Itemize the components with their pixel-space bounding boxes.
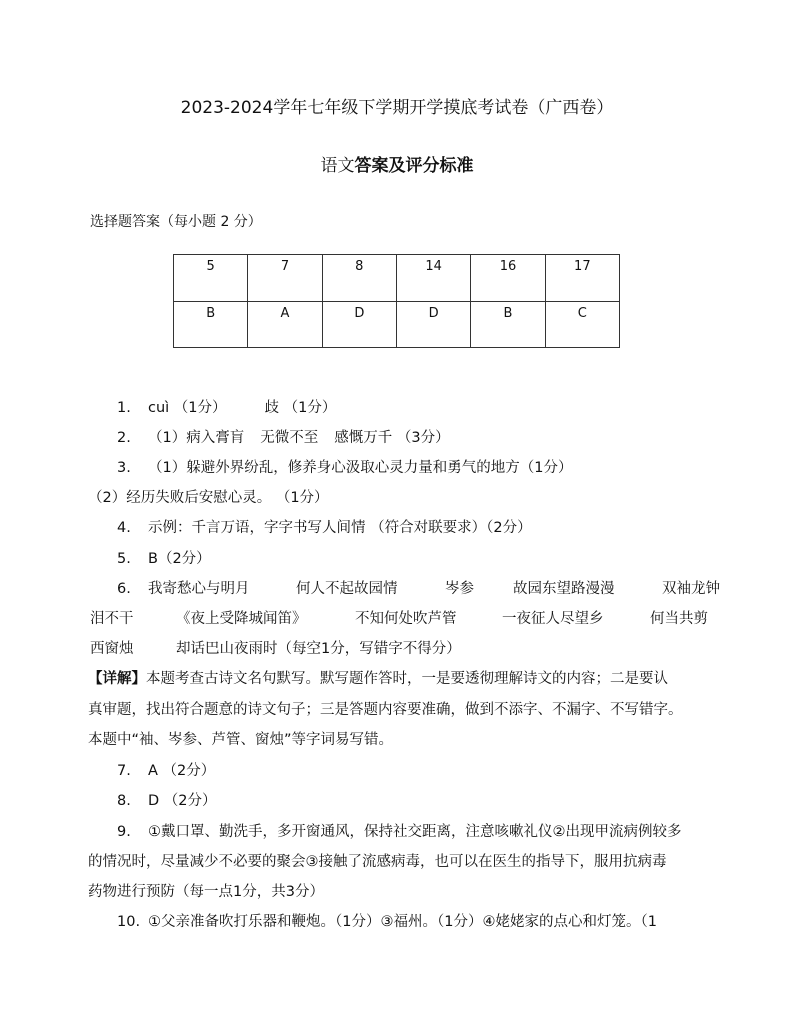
item-text: cuì （1分） <box>148 400 227 416</box>
item-text: （1）躲避外界纷乱，修养身心汲取心灵力量和勇气的地方（1分） <box>148 460 573 476</box>
poem-line: 不知何处吹芦管 <box>355 611 457 627</box>
item-text: ①戴口罩、勤洗手，多开窗通风，保持社交距离，注意咳嗽礼仪②出现甲流病例较多 <box>148 824 682 840</box>
poem-line: 泪不干 <box>90 611 134 627</box>
mc-answer-table <box>173 254 620 348</box>
answer-cell: A <box>248 301 322 348</box>
item-text: 示例：千言万语，字字书写人间情 （符合对联要求）（2分） <box>148 520 532 536</box>
item-text: 感慨万千 （3分） <box>334 430 450 446</box>
mc-section-label: 选择题答案（每小题 2 分） <box>90 214 262 230</box>
item-number: 7. <box>117 763 131 779</box>
answer-item-5 <box>117 547 211 568</box>
answer-item-3 <box>117 456 572 477</box>
answer-item-9 <box>117 820 682 841</box>
question-number-cell: 16 <box>471 255 545 302</box>
poem-line: 何人不起故园情 <box>296 581 398 597</box>
item-text: A （2分） <box>148 763 216 779</box>
detail-bracket-label: 【详解】 <box>88 671 146 687</box>
answer-item-10 <box>117 910 657 931</box>
poem-line: 故园东望路漫漫 <box>513 581 615 597</box>
poem-line: 一夜征人尽望乡 <box>502 611 604 627</box>
table-row-questions <box>174 255 620 302</box>
item-number: 9. <box>117 824 131 840</box>
answer-cell: D <box>322 301 396 348</box>
item-text: ①父亲准备吹打乐器和鞭炮。（1分）③福州。（1分）④姥姥家的点心和灯笼。（1 <box>148 914 657 930</box>
document-subtitle <box>0 151 794 176</box>
poem-line: 西窗烛 <box>90 641 134 657</box>
question-number-cell: 7 <box>248 255 322 302</box>
answer-item-4 <box>117 516 532 537</box>
item-number: 4. <box>117 520 131 536</box>
item-number: 2. <box>117 430 131 446</box>
item-text: 歧 （1分） <box>264 400 337 416</box>
item-number: 8. <box>117 793 131 809</box>
question-number-cell: 17 <box>545 255 619 302</box>
answer-item-7 <box>117 759 215 780</box>
answer-item-3-continued: （2）经历失败后安慰心灵。 （1分） <box>88 490 329 506</box>
poem-line: 岑参 <box>445 581 474 597</box>
document-title: 2023-2024学年七年级下学期开学摸底考试卷（广西卷） <box>180 98 614 118</box>
poem-line: 我寄愁心与明月 <box>148 581 250 597</box>
item-text: （1）病入膏肓 <box>148 430 245 446</box>
answer-item-8 <box>117 789 217 810</box>
item-number: 10. <box>117 914 141 930</box>
answer-item-2 <box>117 426 450 447</box>
detail-paragraph-line <box>88 667 668 688</box>
answer-cell: D <box>396 301 470 348</box>
subtitle-answer-label: 答案及评分标准 <box>354 156 474 176</box>
answer-item-6 <box>117 577 250 598</box>
item-number: 3. <box>117 460 131 476</box>
question-number-cell: 5 <box>174 255 248 302</box>
poem-line: 何当共剪 <box>650 611 708 627</box>
item-text: 无微不至 <box>260 430 319 446</box>
item-number: 6. <box>117 581 131 597</box>
subtitle-subject: 语文 <box>320 156 355 176</box>
detail-text: 本题考查古诗文名句默写。默写题作答时，一是要透彻理解诗文的内容；二是要认 <box>146 671 668 687</box>
poem-title: 《夜上受降城闻笛》 <box>176 611 307 627</box>
question-number-cell: 8 <box>322 255 396 302</box>
answer-item-1 <box>117 396 336 417</box>
item-text: B（2分） <box>148 551 211 567</box>
item-text: D （2分） <box>148 793 217 809</box>
answer-cell: C <box>545 301 619 348</box>
answer-item-9-continued: 药物进行预防（每一点1分，共3分） <box>88 884 324 900</box>
detail-paragraph-line: 真审题，找出符合题意的诗文句子；三是答题内容要准确，做到不添字、不漏字、不写错字。 <box>88 702 683 718</box>
answer-cell: B <box>174 301 248 348</box>
detail-paragraph-line: 本题中“袖、岑参、芦管、窗烛”等字词易写错。 <box>88 732 394 748</box>
table-row-answers <box>174 301 620 348</box>
poem-line: 双袖龙钟 <box>662 581 720 597</box>
item-number: 1. <box>117 400 131 416</box>
item-number: 5. <box>117 551 131 567</box>
poem-line: 却话巴山夜雨时（每空1分，写错字不得分） <box>176 641 461 657</box>
answer-item-9-continued: 的情况时，尽量减少不必要的聚会③接触了流感病毒，也可以在医生的指导下，服用抗病毒 <box>88 854 667 870</box>
answer-cell: B <box>471 301 545 348</box>
question-number-cell: 14 <box>396 255 470 302</box>
